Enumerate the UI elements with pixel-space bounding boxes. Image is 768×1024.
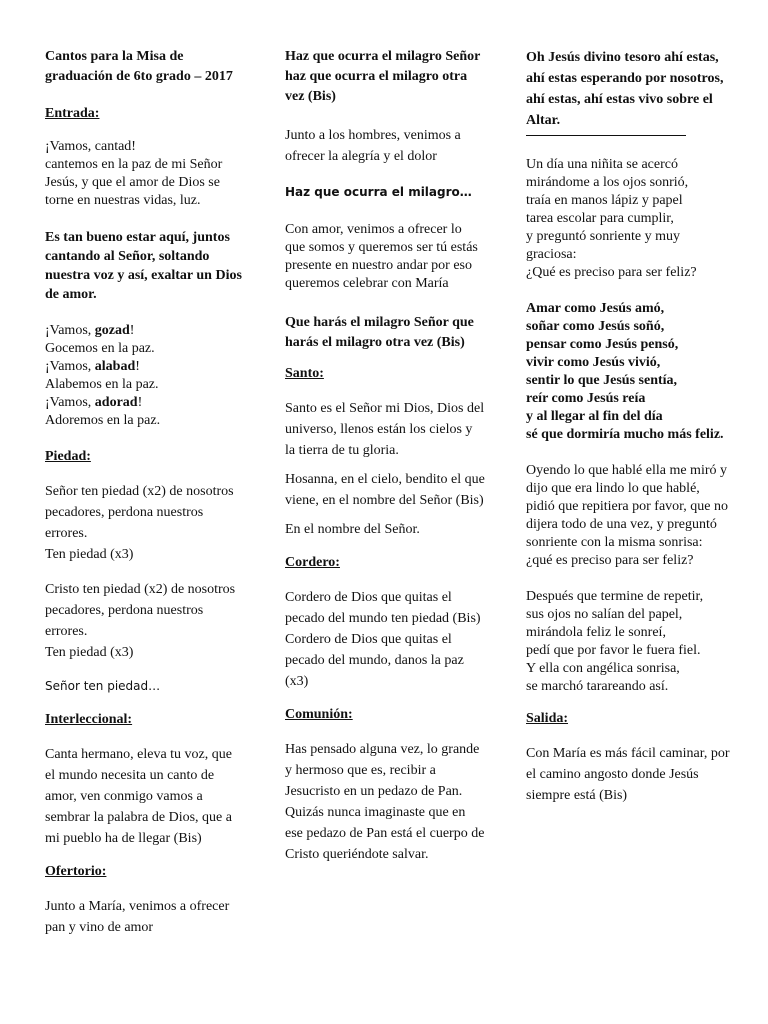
ofertorio-text: Junto a María, venimos a ofrecer pan y vino de amor: [45, 899, 230, 935]
heading-comunion: Comunión:: [285, 707, 353, 722]
column-3: [526, 47, 731, 824]
niñita-verse-1: [526, 156, 731, 282]
entrada-verse-1: [45, 138, 245, 210]
chorus-line: sentir lo que Jesús sentía,: [526, 373, 678, 388]
heading-cordero: Cordero:: [285, 555, 340, 570]
verse-2-text: Oyendo lo que hablé ella me miró y dijo que era lindo lo que hablé, pidió que repitiera por favor, que no dijera todo de una vez, y preguntó sonriente con la misma sonrisa:: [526, 463, 728, 550]
niñita-verse-2: [526, 462, 731, 570]
santo-paragraph-3: En el nombre del Señor.: [285, 522, 420, 537]
text-fragment: !: [129, 323, 135, 338]
verse-1-line: y preguntó sonriente y muy graciosa:: [526, 229, 680, 262]
milagro-paragraph-1: Junto a los hombres, venimos a ofrecer la alegría y el dolor: [285, 128, 461, 164]
verse-1-line: traía en manos lápiz y papel: [526, 193, 683, 208]
entrada-verse-2: [45, 322, 245, 430]
santo-paragraph-2: Hosanna, en el cielo, bendito el que viene, en el nombre del Señor (Bis): [285, 472, 485, 508]
verse-3-line: mirándola feliz le sonreí,: [526, 625, 666, 640]
text-fragment: !: [135, 359, 140, 374]
heading-salida: Salida:: [526, 711, 569, 726]
entrada-verse-2-line-2: Gocemos en la paz.: [45, 341, 155, 356]
piedad-paragraph-2: [45, 579, 245, 663]
piedad-text-2b: Ten piedad (x3): [45, 645, 134, 660]
feliz-chorus: [526, 300, 731, 444]
entrada-verse-2-line-5: [45, 394, 245, 412]
text-fragment: !: [137, 395, 143, 410]
chorus-line: sé que dormiría mucho más feliz.: [526, 427, 724, 442]
verse-2-question: ¿qué es preciso para ser feliz?: [526, 553, 694, 568]
entrada-chorus: Es tan bueno estar aquí, juntos cantando al Señor, soltando nuestra voz y así, exaltar un Dios de amor.: [45, 230, 242, 302]
piedad-text-1: Señor ten piedad (x2) de nosotros pecadores, perdona nuestros errores.: [45, 484, 234, 541]
chorus-line: soñar como Jesús soñó,: [526, 319, 665, 334]
verse-3-line: sus ojos no salían del papel,: [526, 607, 683, 622]
cordero-text: Cordero de Dios que quitas el pecado del mundo ten piedad (Bis) Cordero de Dios que quitas el pecado del mundo, danos la paz (x3): [285, 590, 481, 689]
entrada-verse-2-line-3: [45, 358, 245, 376]
text-fragment: ¡Vamos,: [45, 323, 95, 338]
horizontal-rule: [526, 135, 686, 136]
heading-ofertorio: Ofertorio:: [45, 864, 107, 879]
entrada-verse-2-line-1: [45, 322, 245, 340]
piedad-text-3: Señor ten piedad…: [45, 679, 161, 693]
verse-1-line: tarea escolar para cumplir,: [526, 211, 674, 226]
piedad-text-2: Cristo ten piedad (x2) de nosotros pecadores, perdona nuestros errores.: [45, 582, 236, 639]
heading-interleccional: Interleccional:: [45, 712, 133, 727]
verse-3-line: pedí que por favor le fuera fiel.: [526, 643, 701, 658]
milagro-paragraph-2: Con amor, venimos a ofrecer lo que somos y queremos ser tú estás presente en nuestro andar por eso queremos celebrar con María: [285, 222, 478, 291]
interleccional-text: Canta hermano, eleva tu voz, que el mundo necesita un canto de amor, ven conmigo vamos a sembrar la palabra de Dios, que a mi pueblo ha de llegar (Bis): [45, 747, 232, 846]
entrada-verse-2-line-4: Alabemos en la paz.: [45, 377, 159, 392]
verse-1-line: mirándome a los ojos sonrió,: [526, 175, 689, 190]
jesus-intro: Oh Jesús divino tesoro ahí estas, ahí estas esperando por nosotros, ahí estas, ahí estas vivo sobre el Altar.: [526, 50, 724, 128]
document-title: Cantos para la Misa de graduación de 6to grado – 2017: [45, 49, 233, 84]
chorus-line: y al llegar al fin del día: [526, 409, 663, 424]
verse-1-line: Un día una niñita se acercó: [526, 157, 678, 172]
column-1: [45, 47, 245, 956]
column-2: [285, 47, 485, 883]
piedad-text-1b: Ten piedad (x3): [45, 547, 134, 562]
comunion-text: Has pensado alguna vez, lo grande y hermoso que es, recibir a Jesucristo en un pedazo de Pan. Quizás nunca imaginaste que en ese pedazo de Pan está el cuerpo de Cristo queriéndote salvar.: [285, 742, 485, 862]
santo-paragraph-1: Santo es el Señor mi Dios, Dios del universo, llenos están los cielos y la tierra de tu gloria.: [285, 401, 485, 458]
entrada-verse-2-line-6: Adoremos en la paz.: [45, 413, 161, 428]
entrada-verse-1-line-1: ¡Vamos, cantad!: [45, 139, 136, 154]
text-fragment: ¡Vamos,: [45, 359, 95, 374]
text-fragment: ¡Vamos,: [45, 395, 95, 410]
milagro-chorus-1: Haz que ocurra el milagro Señor haz que ocurra el milagro otra vez (Bis): [285, 49, 481, 104]
chorus-line: reír como Jesús reía: [526, 391, 646, 406]
milagro-chorus-short: Haz que ocurra el milagro…: [285, 185, 472, 199]
chorus-line: pensar como Jesús pensó,: [526, 337, 679, 352]
heading-santo: Santo:: [285, 366, 324, 381]
verse-1-line: ¿Qué es preciso para ser feliz?: [526, 265, 697, 280]
bold-word-adorad: adorad: [94, 395, 138, 410]
verse-3-line: Y ella con angélica sonrisa,: [526, 661, 680, 676]
bold-word-gozad: gozad: [94, 323, 130, 338]
chorus-line: vivir como Jesús vivió,: [526, 355, 661, 370]
salida-text: Con María es más fácil caminar, por el camino angosto donde Jesús siempre está (Bis): [526, 746, 730, 803]
piedad-paragraph-1: [45, 481, 245, 565]
niñita-verse-3: [526, 588, 731, 696]
bold-word-alabad: alabad: [94, 359, 136, 374]
verse-3-line: se marchó tarareando así.: [526, 679, 669, 694]
heading-piedad: Piedad:: [45, 449, 91, 464]
chorus-line: Amar como Jesús amó,: [526, 301, 665, 316]
heading-entrada: Entrada:: [45, 106, 100, 121]
verse-3-line: Después que termine de repetir,: [526, 589, 704, 604]
milagro-chorus-2: Que harás el milagro Señor que harás el milagro otra vez (Bis): [285, 315, 474, 350]
entrada-verse-1-line-2: cantemos en la paz de mi Señor Jesús, y que el amor de Dios se torne en nuestras vidas, luz.: [45, 157, 223, 208]
